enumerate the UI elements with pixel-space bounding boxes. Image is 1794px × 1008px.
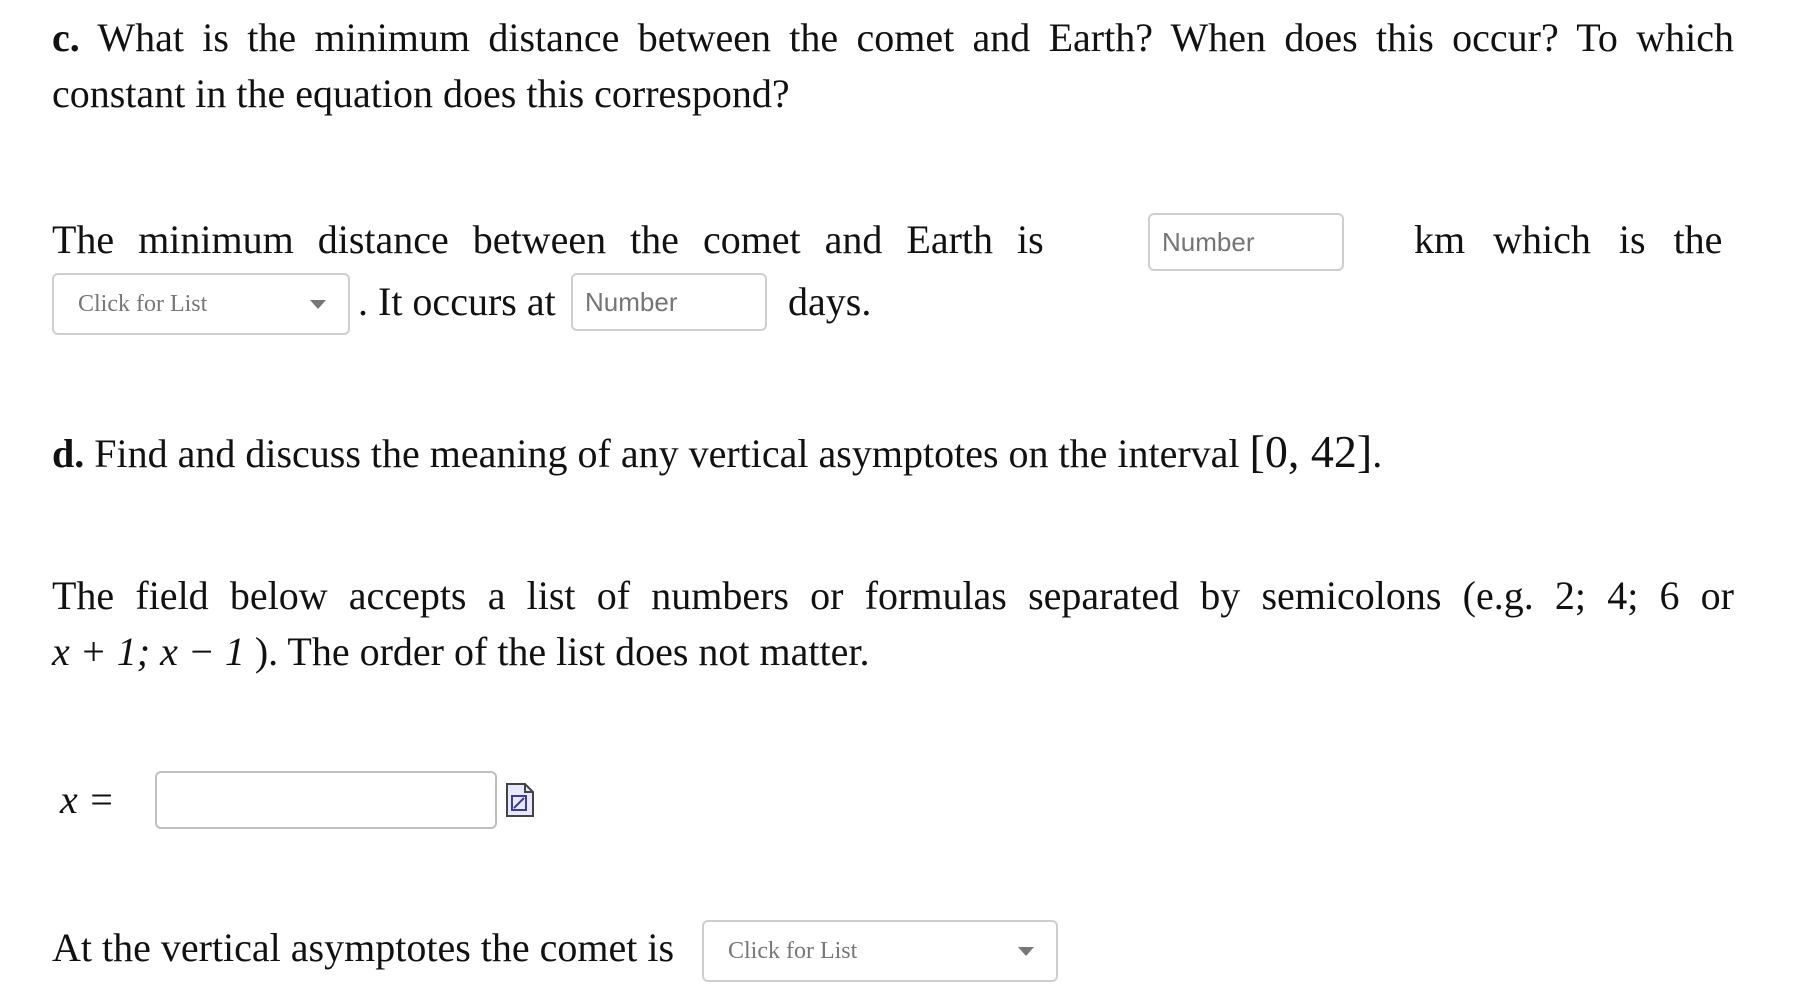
- distance-input[interactable]: [1148, 213, 1344, 271]
- asymptote-select-label: Click for List: [728, 938, 858, 964]
- days-text: days.: [788, 279, 872, 324]
- asymptote-select[interactable]: [702, 920, 1058, 982]
- part-d-period: .: [1372, 431, 1383, 476]
- asymptote-comet-text: At the vertical asymptotes the comet is: [52, 925, 675, 970]
- list-instructions-line-2: [52, 624, 869, 680]
- part-d-question-text: Find and discuss the meaning of any vertical asymptotes on the interval: [94, 431, 1240, 476]
- part-c-label: c.: [52, 15, 80, 60]
- part-d-label: d.: [52, 431, 85, 476]
- occurs-at-text: . It occurs at: [358, 279, 556, 324]
- list-instructions-line-1: The field below accepts a list of numbers or formulas separated by semicolons (e.g. 2; 4; 6 or: [52, 573, 1734, 618]
- asymptote-x-input[interactable]: [155, 771, 497, 829]
- example-formula: x + 1; x − 1: [52, 629, 245, 674]
- constant-select[interactable]: [52, 273, 350, 335]
- part-d-question: [52, 424, 1382, 482]
- list-instructions-rest: ). The order of the list does not matter.: [254, 629, 870, 674]
- constant-select-label: Click for List: [78, 291, 208, 317]
- chevron-down-icon: [310, 300, 326, 309]
- x-equals-label: x =: [60, 777, 115, 822]
- min-distance-text: The minimum distance between the comet and Earth is: [52, 217, 1044, 262]
- equation-editor-icon[interactable]: [505, 782, 535, 818]
- days-input[interactable]: [571, 273, 767, 331]
- interval-expression: [0, 42]: [1249, 426, 1373, 477]
- part-c-question-text: What is the minimum distance between the comet and Earth? When does this occur? To which constant in the equation does this correspond?: [52, 15, 1734, 116]
- chevron-down-icon: [1018, 947, 1034, 956]
- km-which-text: km which is the: [1414, 217, 1723, 262]
- part-c-question: [52, 10, 1734, 122]
